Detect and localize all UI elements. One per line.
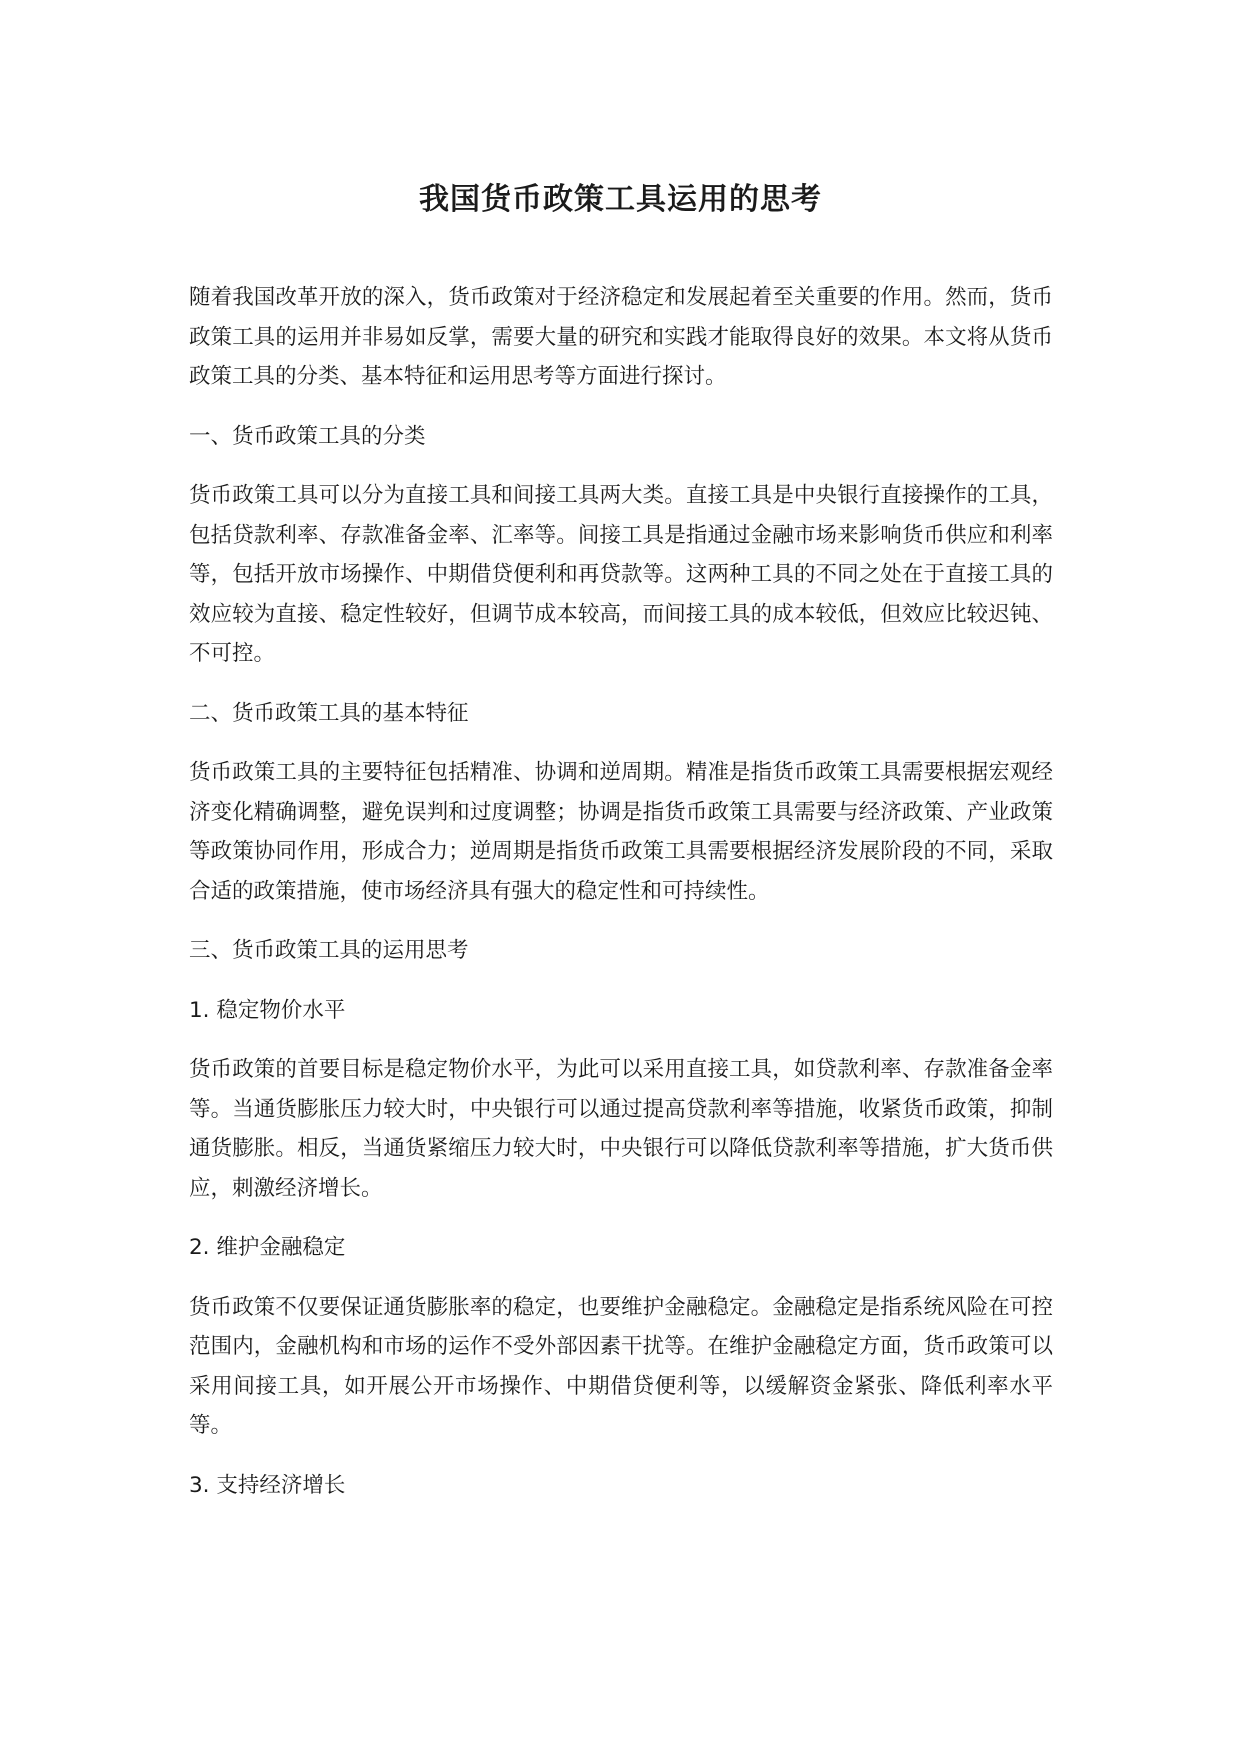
intro-paragraph: 随着我国改革开放的深入，货币政策对于经济稳定和发展起着至关重要的作用。然而，货币政策工具的运用并非易如反掌，需要大量的研究和实践才能取得良好的效果。本文将从货币政策工具的分类、基本特征和运用思考等方面进行探讨。 [189, 285, 1053, 389]
section-heading-application: 三、货币政策工具的运用思考 [189, 938, 469, 963]
financial-stability-paragraph: 货币政策不仅要保证通货膨胀率的稳定，也要维护金融稳定。金融稳定是指系统风险在可控范围内，金融机构和市场的运作不受外部因素干扰等。在维护金融稳定方面，货币政策可以采用间接工具，如开展公开市场操作、中期借贷便利等，以缓解资金紧张、降低利率水平等。 [189, 1294, 1053, 1438]
document-title: 我国货币政策工具运用的思考 [419, 182, 822, 217]
price-stability-paragraph: 货币政策的首要目标是稳定物价水平，为此可以采用直接工具，如贷款利率、存款准备金率等。当通货膨胀压力较大时，中央银行可以通过提高贷款利率等措施，收紧货币政策，抑制通货膨胀。相反，当通货紧缩压力较大时，中央银行可以降低贷款利率等措施，扩大货币供应，刺激经济增长。 [189, 1057, 1053, 1201]
section-heading-features: 二、货币政策工具的基本特征 [189, 700, 469, 726]
subheading-price-stability: 1. 稳定物价水平 [189, 997, 346, 1023]
subheading-economic-growth: 3. 支持经济增长 [189, 1472, 346, 1498]
features-paragraph: 货币政策工具的主要特征包括精准、协调和逆周期。精准是指货币政策工具需要根据宏观经济变化精确调整，避免误判和过度调整；协调是指货币政策工具需要与经济政策、产业政策等政策协同作用，形成合力；逆周期是指货币政策工具需要根据经济发展阶段的不同，采取合适的政策措施，使市场经济具有强大的稳定性和可持续性。 [189, 760, 1053, 904]
section-heading-classification: 一、货币政策工具的分类 [189, 423, 426, 449]
document-body [189, 278, 1053, 1525]
subheading-financial-stability: 2. 维护金融稳定 [189, 1235, 346, 1260]
classification-paragraph: 货币政策工具可以分为直接工具和间接工具两大类。直接工具是中央银行直接操作的工具，包括贷款利率、存款准备金率、汇率等。间接工具是指通过金融市场来影响货币供应和利率等，包括开放市场操作、中期借贷便利和再贷款等。这两种工具的不同之处在于直接工具的效应较为直接、稳定性较好，但调节成本较高，而间接工具的成本较低，但效应比较迟钝、不可控。 [189, 483, 1053, 666]
